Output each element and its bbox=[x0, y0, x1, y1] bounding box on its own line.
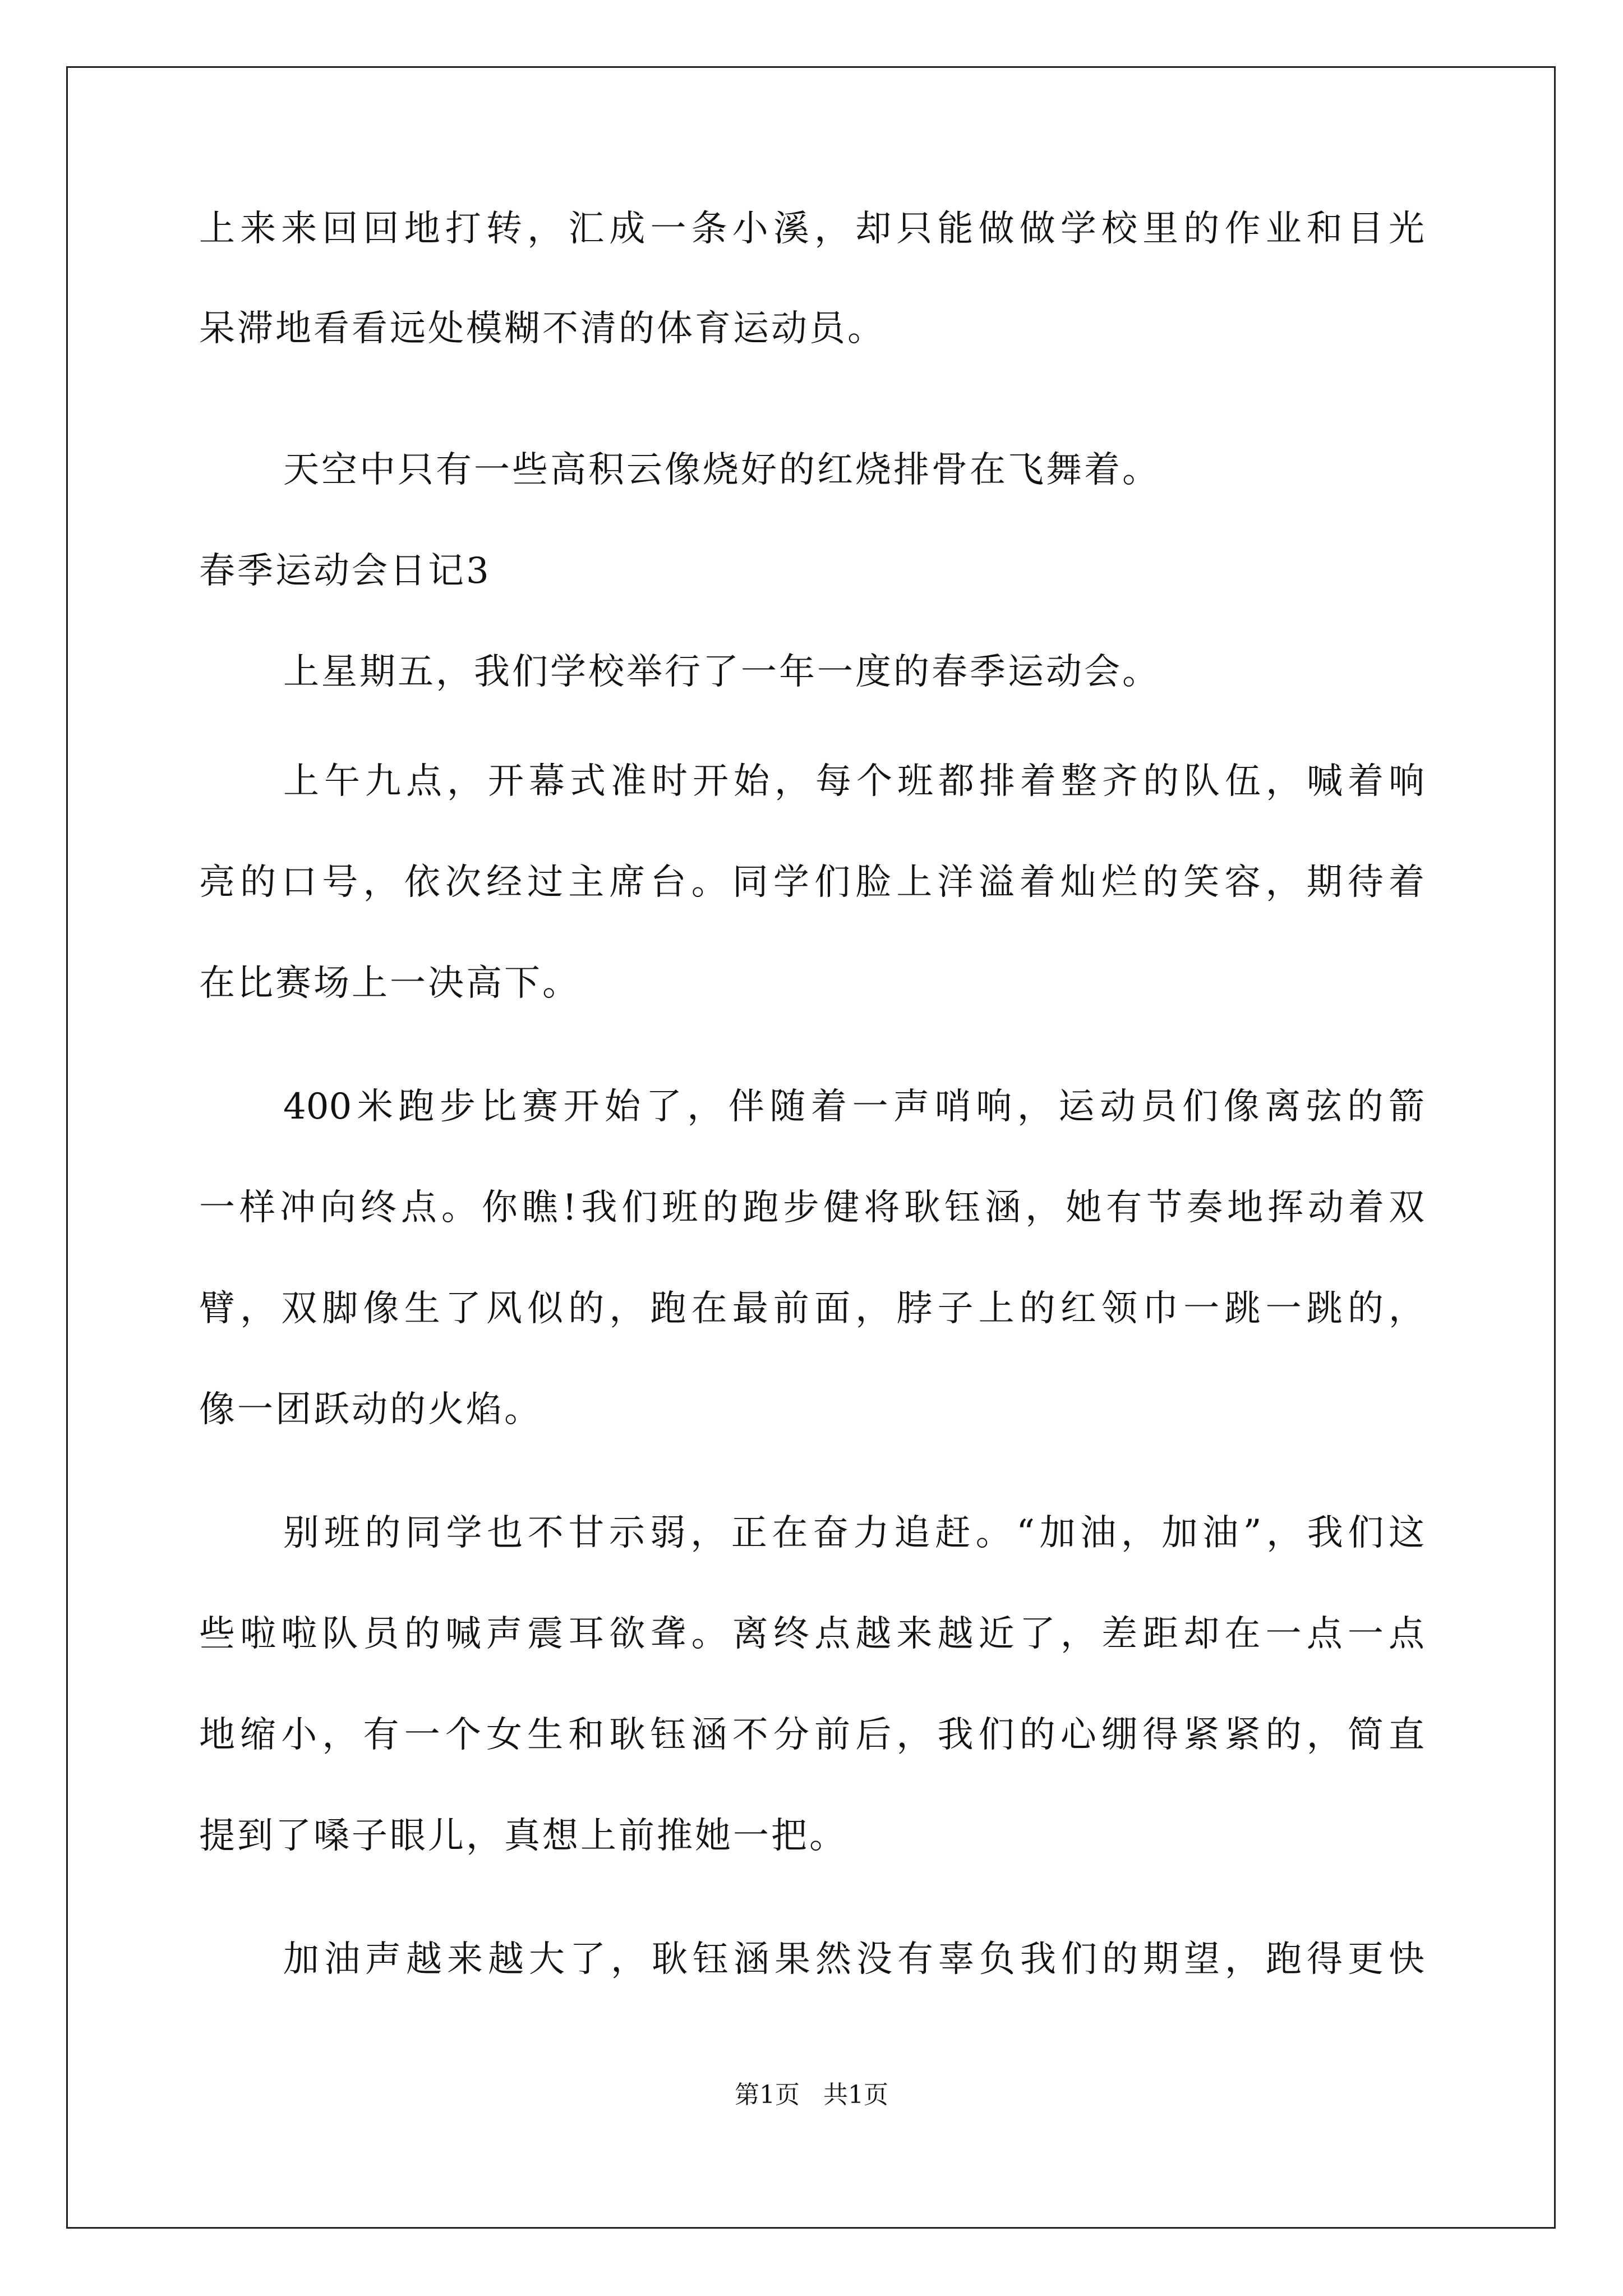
text-line: 提到了嗓子眼儿，真想上前推她一把。 bbox=[199, 1815, 847, 1857]
text-line: 400米跑步比赛开始了，伴随着一声哨响，运动员们像离弦的箭 bbox=[283, 1086, 1424, 1128]
page-footer: 第1页 共1页 bbox=[735, 2081, 888, 2109]
text-line: 地缩小，有一个女生和耿钰涵不分前后，我们的心绷得紧紧的，简直 bbox=[199, 1714, 1424, 1756]
text-line: 像一团跃动的火焰。 bbox=[199, 1389, 542, 1430]
section-heading: 春季运动会日记3 bbox=[199, 550, 491, 592]
text-line: 加油声越来越大了，耿钰涵果然没有辜负我们的期望，跑得更快 bbox=[283, 1939, 1424, 1980]
text-line: 臂，双脚像生了风似的，跑在最前面，脖子上的红领巾一跳一跳的， bbox=[199, 1288, 1424, 1329]
page-border bbox=[66, 66, 1556, 2229]
text-line: 上来来回回地打转，汇成一条小溪，却只能做做学校里的作业和目光 bbox=[199, 208, 1424, 250]
text-line: 别班的同学也不甘示弱，正在奋力追赶。“加油，加油”，我们这 bbox=[283, 1512, 1424, 1554]
text-line: 上午九点，开幕式准时开始，每个班都排着整齐的队伍，喊着响 bbox=[283, 761, 1424, 802]
text-line: 在比赛场上一决高下。 bbox=[199, 963, 580, 1004]
text-line: 呆滞地看看远处模糊不清的体育运动员。 bbox=[199, 308, 886, 349]
text-line: 天空中只有一些高积云像烧好的红烧排骨在飞舞着。 bbox=[283, 449, 1160, 491]
text-line: 一样冲向终点。你瞧!我们班的跑步健将耿钰涵，她有节奏地挥动着双 bbox=[199, 1187, 1424, 1228]
text-line: 些啦啦队员的喊声震耳欲聋。离终点越来越近了，差距却在一点一点 bbox=[199, 1613, 1424, 1655]
text-line: 上星期五，我们学校举行了一年一度的春季运动会。 bbox=[283, 651, 1160, 693]
text-line: 亮的口号，依次经过主席台。同学们脸上洋溢着灿烂的笑容，期待着 bbox=[199, 862, 1424, 903]
